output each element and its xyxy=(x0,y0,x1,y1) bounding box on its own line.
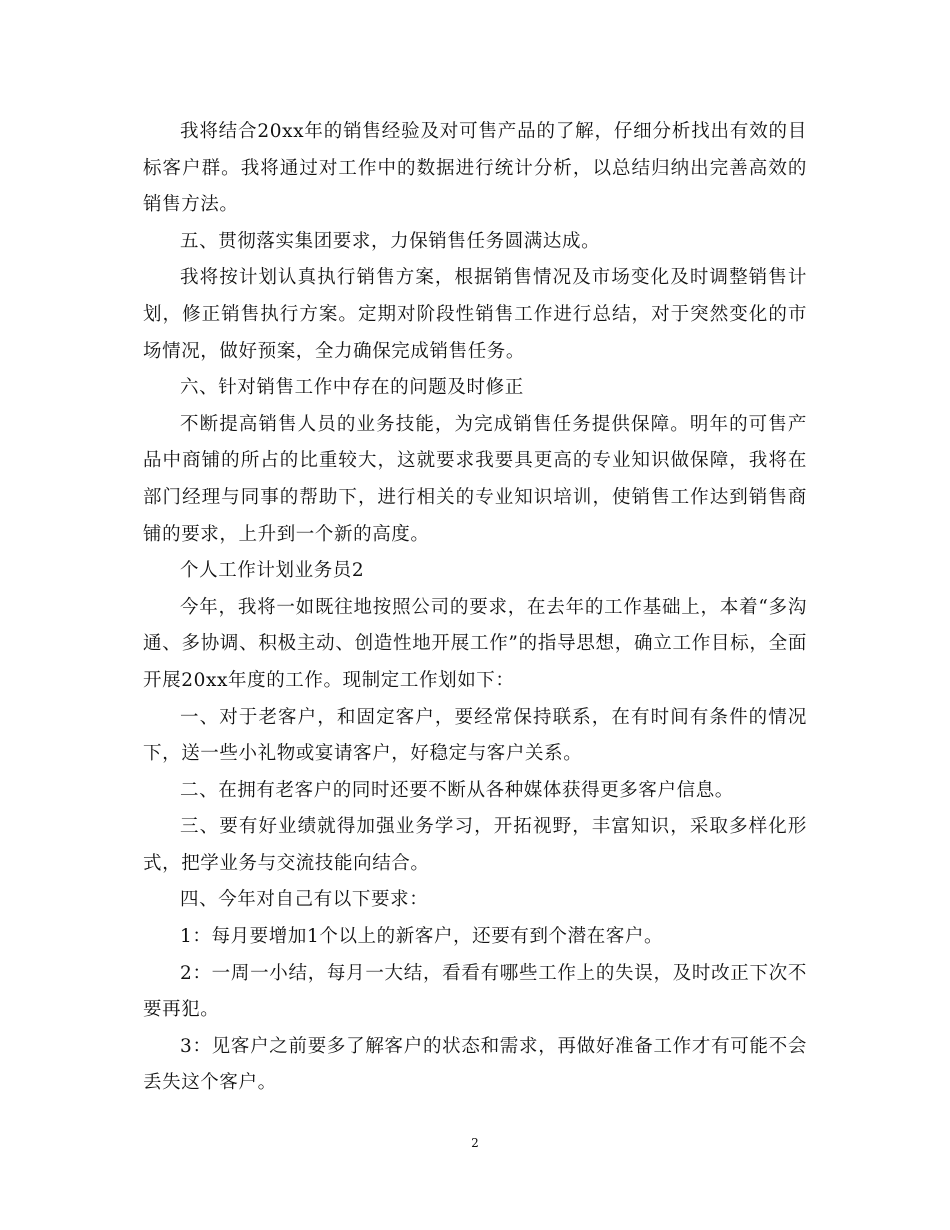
paragraph: 我将结合20xx年的销售经验及对可售产品的了解，仔细分析找出有效的目标客户群。我将通过对工作中的数据进行统计分析，以总结归纳出完善高效的销售方法。 xyxy=(143,121,807,216)
list-item: 1：每月要增加1个以上的新客户，还要有到个潜在客户。 xyxy=(180,926,664,948)
paragraph: 不断提高销售人员的业务技能，为完成销售任务提供保障。明年的可售产品中商铺的所占的比重较大，这就要求我要具更高的专业知识做保障，我将在部门经理与同事的帮助下，进行相关的专业知识培训，使销售工作达到销售商铺的要求，上升到一个新的高度。 xyxy=(143,413,807,545)
document-body xyxy=(143,114,807,1102)
paragraph: 四、今年对自己有以下要求： xyxy=(180,889,429,911)
paragraph: 我将按计划认真执行销售方案，根据销售情况及市场变化及时调整销售计划，修正销售执行方案。定期对阶段性销售工作进行总结，对于突然变化的市场情况，做好预案，全力确保完成销售任务。 xyxy=(143,267,807,362)
paragraph: 二、在拥有老客户的同时还要不断从各种媒体获得更多客户信息。 xyxy=(180,779,734,801)
paragraph: 今年，我将一如既往地按照公司的要求，在去年的工作基础上，本着“多沟通、多协调、积极主动、创造性地开展工作”的指导思想，确立工作目标，全面开展20xx年度的工作。现制定工作划如下： xyxy=(143,596,807,691)
paragraph: 一、对于老客户，和固定客户，要经常保持联系，在有时间有条件的情况下，送一些小礼物或宴请客户，好稳定与客户关系。 xyxy=(143,706,807,765)
list-item: 2：一周一小结，每月一大结，看看有哪些工作上的失误，及时改正下次不要再犯。 xyxy=(143,962,807,1021)
document-subtitle: 个人工作计划业务员2 xyxy=(180,560,365,582)
section-heading: 五、贯彻落实集团要求，力保销售任务圆满达成。 xyxy=(180,230,601,252)
list-item: 3：见客户之前要多了解客户的状态和需求，再做好准备工作才有可能不会丢失这个客户。 xyxy=(143,1035,807,1094)
paragraph: 三、要有好业绩就得加强业务学习，开拓视野，丰富知识，采取多样化形式，把学业务与交流技能向结合。 xyxy=(143,816,807,874)
page-number: 2 xyxy=(471,1136,479,1150)
section-heading: 六、针对销售工作中存在的问题及时修正 xyxy=(180,377,524,399)
